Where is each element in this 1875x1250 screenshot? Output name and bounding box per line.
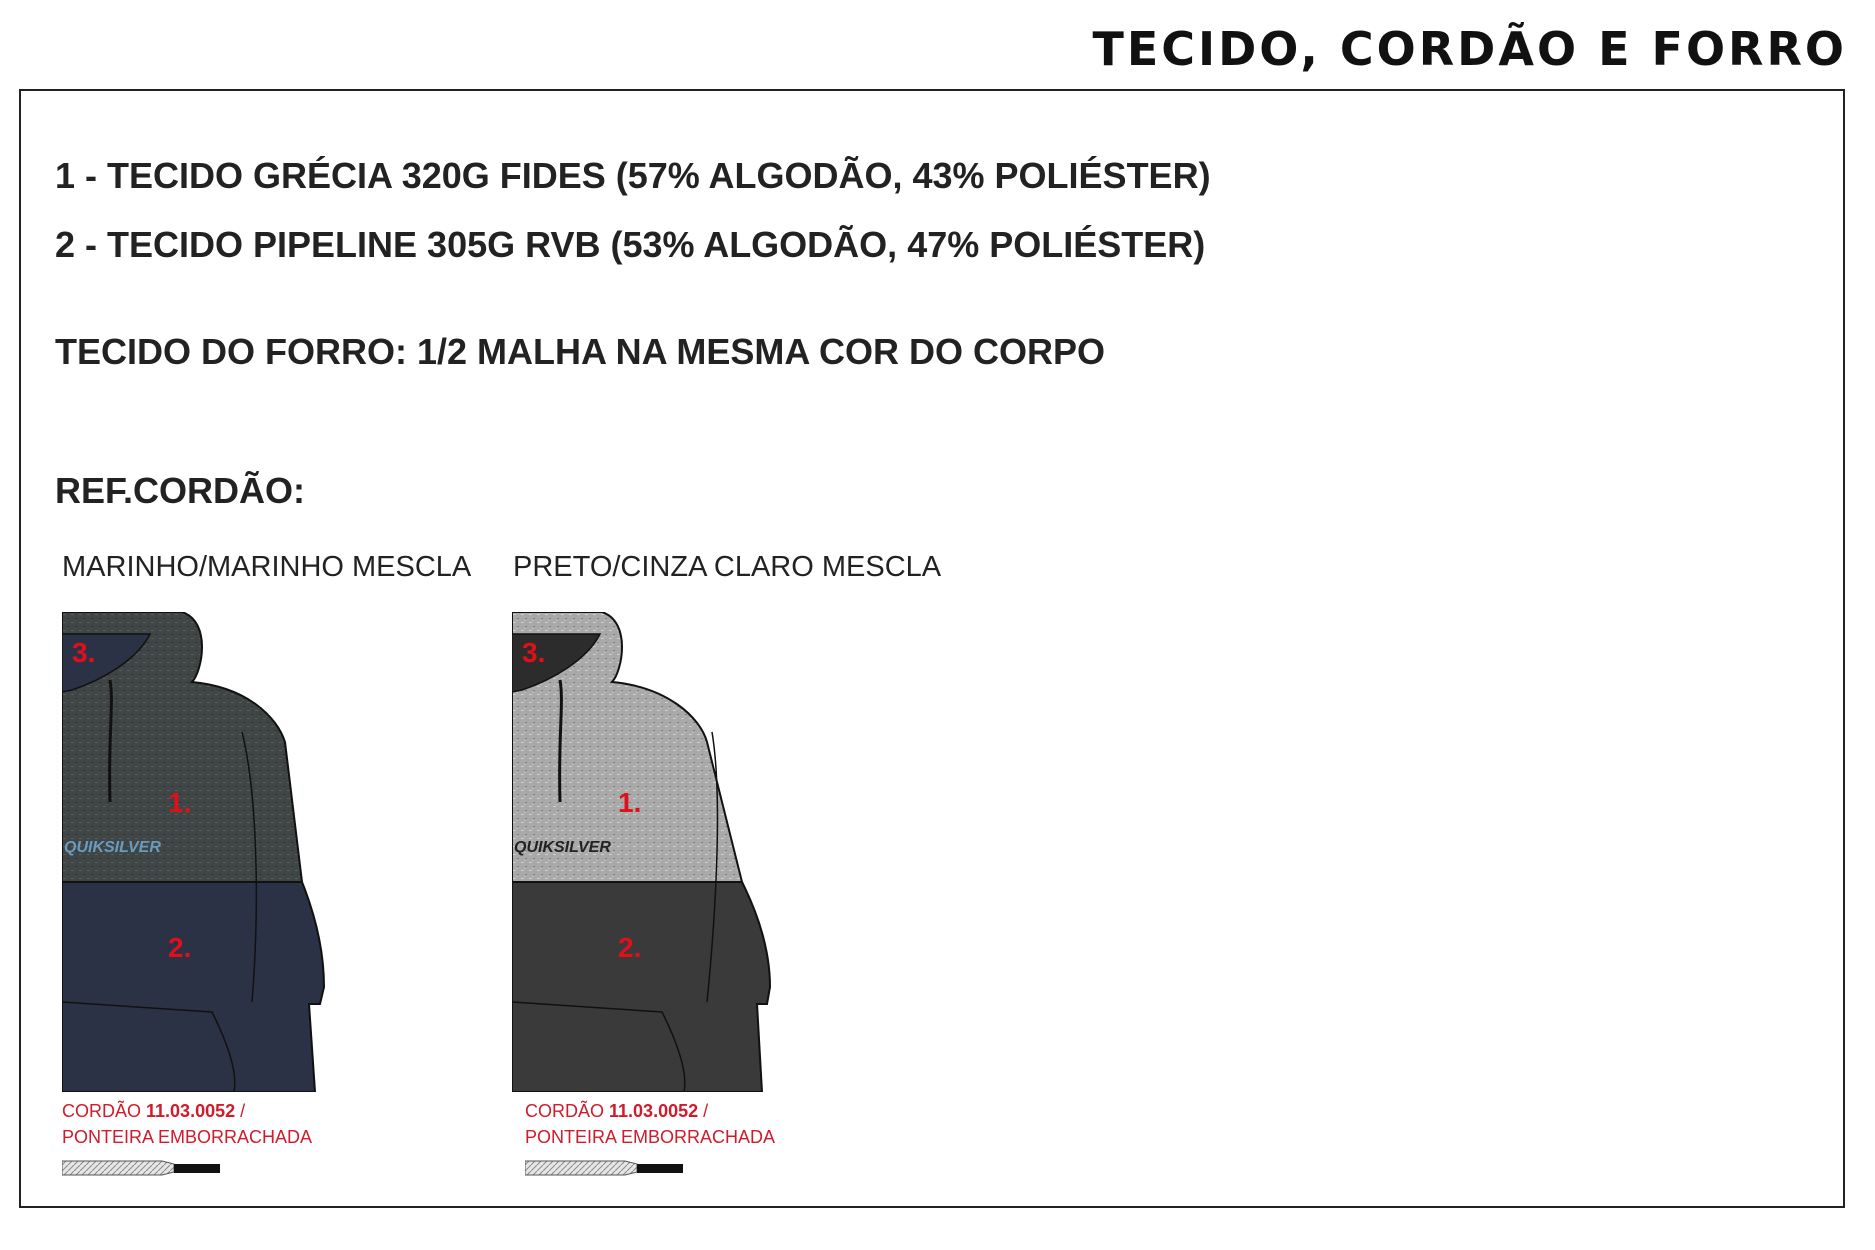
zone-2-label: 2. <box>618 932 642 963</box>
variant-label-black: PRETO/CINZA CLARO MESCLA <box>513 551 942 583</box>
body-lower-panel <box>62 882 324 1092</box>
hoodie-navy-illustration <box>62 612 382 1092</box>
cord-prefix: CORDÃO <box>525 1101 610 1121</box>
cord-code: 11.03.0052 <box>609 1101 699 1121</box>
zone-1-label: 1. <box>168 787 192 818</box>
fabric-1-spec: 1 - TECIDO GRÉCIA 320G FIDES (57% ALGODÃO, 43% POLIÉSTER) <box>55 155 1211 196</box>
cord-tip: PONTEIRA EMBORRACHADA <box>525 1127 776 1147</box>
brand-logo: QUIKSILVER <box>514 839 611 856</box>
lining-spec: TECIDO DO FORRO: 1/2 MALHA NA MESMA COR DO CORPO <box>55 331 1106 372</box>
cord-suffix: / <box>698 1101 709 1121</box>
cord-prefix: CORDÃO <box>62 1101 147 1121</box>
brand-logo: QUIKSILVER <box>64 839 161 856</box>
cord-reference-heading: REF.CORDÃO: <box>55 470 305 511</box>
page-title: TECIDO, CORDÃO E FORRO <box>1092 22 1847 76</box>
cord-code: 11.03.0052 <box>146 1101 236 1121</box>
body-lower-panel <box>512 882 770 1092</box>
fabric-2-spec: 2 - TECIDO PIPELINE 305G RVB (53% ALGODÃO, 47% POLIÉSTER) <box>55 224 1206 265</box>
cord-swatch-navy <box>62 1159 222 1177</box>
zone-2-label: 2. <box>168 932 192 963</box>
hoodie-black-illustration <box>512 612 832 1092</box>
zone-1-label: 1. <box>618 787 642 818</box>
drawcord <box>560 680 562 802</box>
zone-3-label: 3. <box>72 637 96 668</box>
cord-note-navy <box>62 1098 312 1150</box>
variant-label-navy: MARINHO/MARINHO MESCLA <box>62 551 472 583</box>
cord-tip: PONTEIRA EMBORRACHADA <box>62 1127 313 1147</box>
cord-note-black <box>525 1098 775 1150</box>
zone-3-label: 3. <box>522 637 546 668</box>
drawcord <box>110 680 112 802</box>
cord-suffix: / <box>235 1101 246 1121</box>
cord-swatch-black <box>525 1159 685 1177</box>
